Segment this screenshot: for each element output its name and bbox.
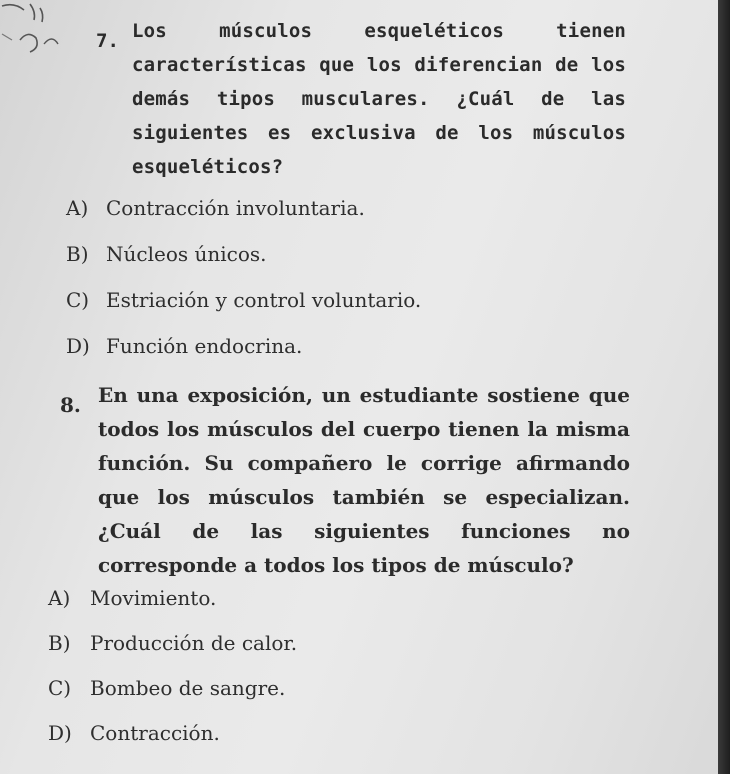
option-letter: C) [48,676,72,700]
option-letter: D) [66,334,90,358]
option-7-d[interactable] [66,334,421,380]
option-letter: A) [66,196,89,220]
option-text: Movimiento. [90,586,217,610]
option-text: Función endocrina. [106,334,303,358]
question-7-options [66,196,421,380]
option-7-c[interactable] [66,288,421,334]
option-8-a[interactable] [48,586,297,631]
question-7-number: 7. [96,30,119,52]
question-8-options [48,586,297,766]
option-8-d[interactable] [48,721,297,766]
question-8-stem: En una exposición, un estudiante sostiene que todos los músculos del cuerpo tienen la misma función. Su compañero le corrige afirmando que los músculos también se especializan. ¿Cuál de las siguientes funciones no corresponde a todos los tipos de músculo? [98,383,630,577]
question-8-number: 8. [60,393,81,417]
question-7-stem: Los músculos esqueléticos tienen características que los diferencian de los demás tipos musculares. ¿Cuál de las siguientes es exclusiva de los músculos esqueléticos? [132,20,626,178]
option-text: Estriación y control voluntario. [106,288,422,312]
pen-scribble-mark [0,0,90,70]
option-8-c[interactable] [48,676,297,721]
dark-background-edge [718,0,730,774]
option-text: Contracción involuntaria. [106,196,365,220]
option-letter: B) [48,631,71,655]
option-text: Contracción. [90,721,220,745]
option-text: Bombeo de sangre. [90,676,286,700]
option-letter: C) [66,288,90,312]
option-letter: A) [48,586,71,610]
option-text: Núcleos únicos. [106,242,267,266]
option-text: Producción de calor. [90,631,298,655]
option-letter: D) [48,721,72,745]
option-8-b[interactable] [48,631,297,676]
option-7-a[interactable] [66,196,421,242]
option-7-b[interactable] [66,242,421,288]
option-letter: B) [66,242,89,266]
